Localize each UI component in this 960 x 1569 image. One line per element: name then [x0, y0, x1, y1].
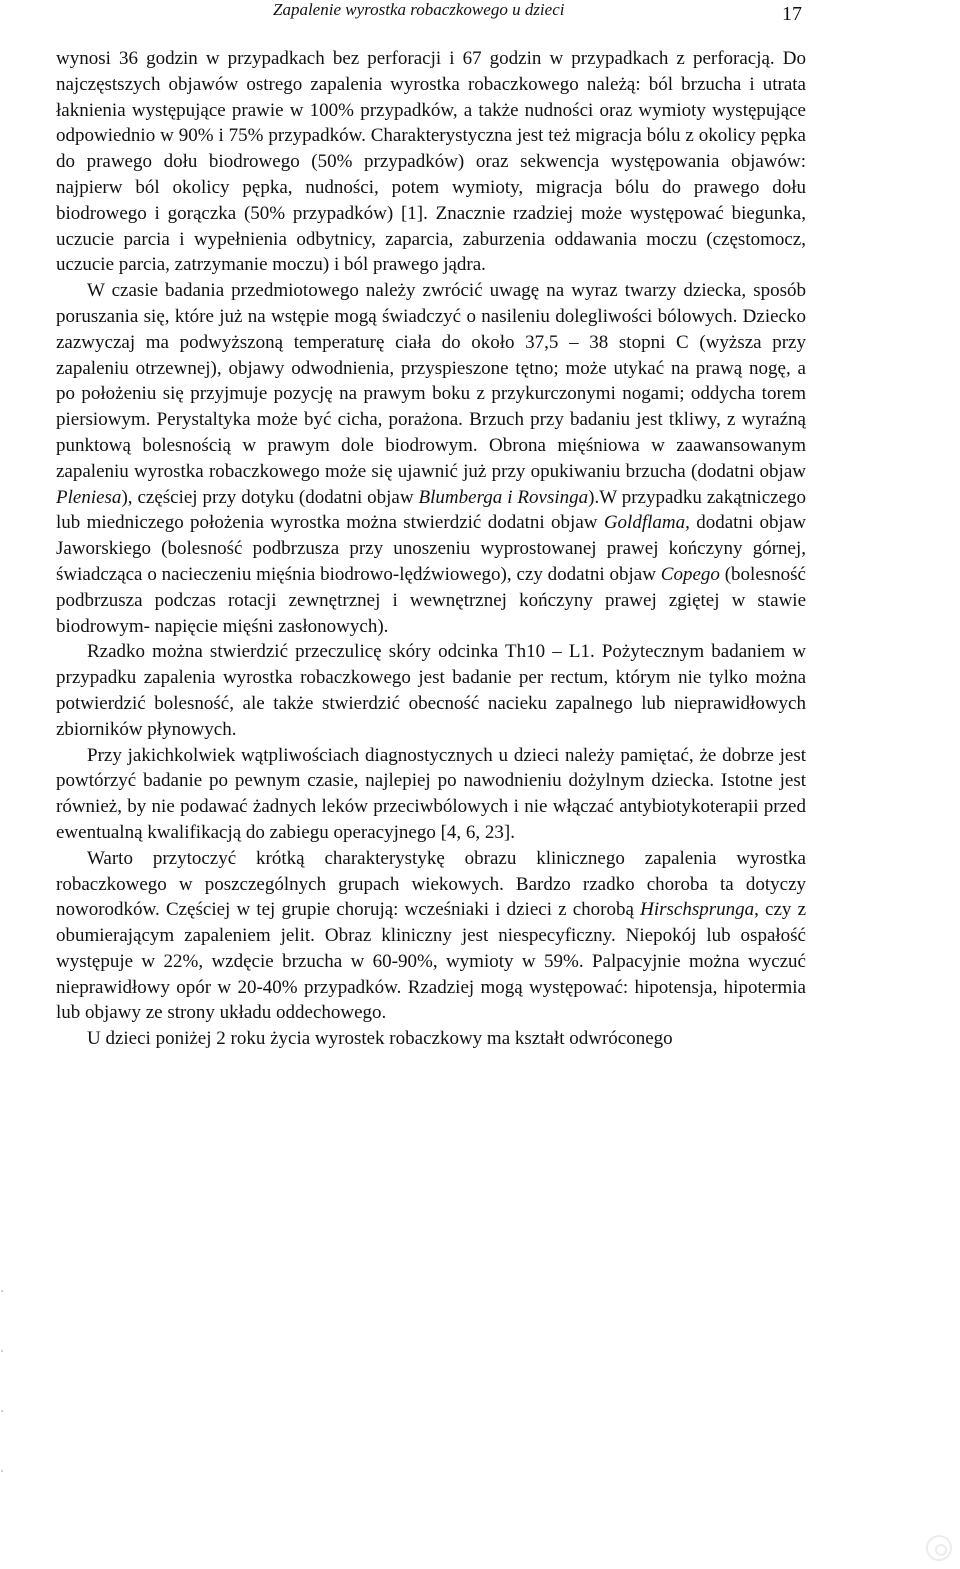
page-header: [0, 0, 960, 40]
paragraph-2: [56, 278, 806, 639]
paragraph-2-text-5: (bolesność podbrzusza podczas rotacji zewnętrznej i wewnętrznej kończyny prawej zgiętej w stawie biodrowym- napięcie mięśni zasłonowych).: [56, 563, 806, 637]
watermark-icon: [926, 1535, 952, 1561]
sign-name-pleniesa: Pleniesa: [56, 486, 122, 508]
page-number: 17: [782, 3, 802, 25]
sign-name-goldflama: Goldflama: [603, 512, 686, 534]
paragraph-3: [56, 639, 806, 742]
paragraph-5-text-1: Warto przytoczyć krótką charakterystykę obrazu klinicznego zapalenia wyrostka robaczkowego w poszczególnych grupach wiekowych. Bardzo rzadko choroba ta dotyczy noworodków. Częściej w tej grupie chorują: wcześniaki i dzieci z chorobą: [56, 847, 806, 921]
sign-name-blumberga-rovsinga: Blumberga i Rovsinga: [418, 486, 589, 508]
paragraph-2-text-2: ), częściej przy dotyku (dodatni objaw: [121, 486, 419, 508]
paragraph-5: [56, 846, 806, 1027]
paragraph-6-text: U dzieci poniżej 2 roku życia wyrostek robaczkowy ma kształt odwróconego: [87, 1028, 673, 1050]
paragraph-1-text: wynosi 36 godzin w przypadkach bez perforacji i 67 godzin w przypadkach z perforacją. Do najczęstszych objawów ostrego zapalenia wyrostka robaczkowego należą: ból brzucha i utrata łaknienia występujące prawie w 100% przypadków, a także nudności oraz wymioty występujące odpowiednio w 90% i 75% przypadków. Charakterystyczna jest też migracja bólu z okolicy pępka do prawego dołu biodrowego (50% przypadków) oraz sekwencja występowania objawów: najpierw ból okolicy pępka, nudności, potem wymioty, migracja bólu do prawego dołu biodrowego i gorączka (50% przypadków) [1]. Znacznie rzadziej może występować biegunka, uczucie parcia i wypełnienia odbytnicy, zaparcia, zaburzenia oddawania moczu (częstomocz, uczucie parcia, zatrzymanie moczu) i ból prawego jądra.: [56, 48, 806, 276]
body-text: [56, 46, 806, 1052]
paragraph-4: [56, 743, 806, 846]
running-title: Zapalenie wyrostka robaczkowego u dzieci: [273, 0, 565, 19]
paragraph-4-text: Przy jakichkolwiek wątpliwościach diagnostycznych u dzieci należy pamiętać, że dobrze jest powtórzyć badanie po pewnym czasie, najlepiej po nawodnieniu dożylnym dziecka. Istotne jest również, by nie podawać żadnych leków przeciwbólowych i nie włączać antybiotykoterapii przed ewentualną kwalifikacją do zabiegu operacyjnego [4, 6, 23].: [56, 744, 806, 843]
paragraph-3-text: Rzadko można stwierdzić przeczulicę skóry odcinka Th10 – L1. Pożytecznym badaniem w przypadku zapalenia wyrostka robaczkowego jest badanie per rectum, którym nie tylko można potwierdzić bolesność, ale także stwierdzić obecność nacieku zapalnego lub nieprawidłowych zbiorników płynowych.: [56, 641, 806, 740]
paragraph-2-text-4: , dodatni objaw Jaworskiego (bolesność podbrzusza przy unoszeniu wyprostowanej prawej kończyny górnej, świadcząca o nacieczeniu mięśnia biodrowo-lędźwiowego), czy dodatni objaw: [56, 512, 806, 585]
paragraph-2-text-3: ).W przypadku zakątniczego lub miedniczego położenia wyrostka można stwierdzić dodatni objaw: [56, 486, 807, 534]
paragraph-6: [56, 1026, 806, 1052]
paragraph-5-text-2: , czy z obumierającym zapaleniem jelit. Obraz kliniczny jest niespecyficzny. Niepokój lub ospałość występuje w 22%, wzdęcie brzucha w 60-90%, wymioty w 59%. Palpacyjnie można wyczuć nieprawidłowy opór w 20-40% przypadków. Rzadziej mogą występować: hipotensja, hipotermia lub objawy ze strony układu oddechowego.: [56, 899, 806, 1024]
disease-name-hirschsprunga: Hirschsprunga: [640, 899, 755, 921]
paragraph-1: [56, 46, 806, 278]
paragraph-2-text-1: W czasie badania przedmiotowego należy zwrócić uwagę na wyraz twarzy dziecka, sposób poruszania się, które już na wstępie mogą świadczyć o nasileniu dolegliwości bólowych. Dziecko zazwyczaj ma podwyższoną temperaturę ciała do około 37,5 – 38 stopni C (wyższa przy zapaleniu otrzewnej), objawy odwodnienia, przyspieszone tętno; może utykać na prawą nogę, a po położeniu się przyjmuje pozycję na prawym boku z przykurczonymi nogami; oddycha torem piersiowym. Perystaltyka może być cicha, porażona. Brzuch przy badaniu jest tkliwy, z wyraźną punktową bolesnością w prawym dole biodrowym. Obrona mięśniowa w zaawansowanym zapaleniu wyrostka robaczkowego może się ujawnić już przy opukiwaniu brzucha (dodatni objaw: [56, 280, 806, 482]
sign-name-copego: Copego: [660, 563, 720, 585]
scan-edge-marks: [0, 1290, 4, 1530]
